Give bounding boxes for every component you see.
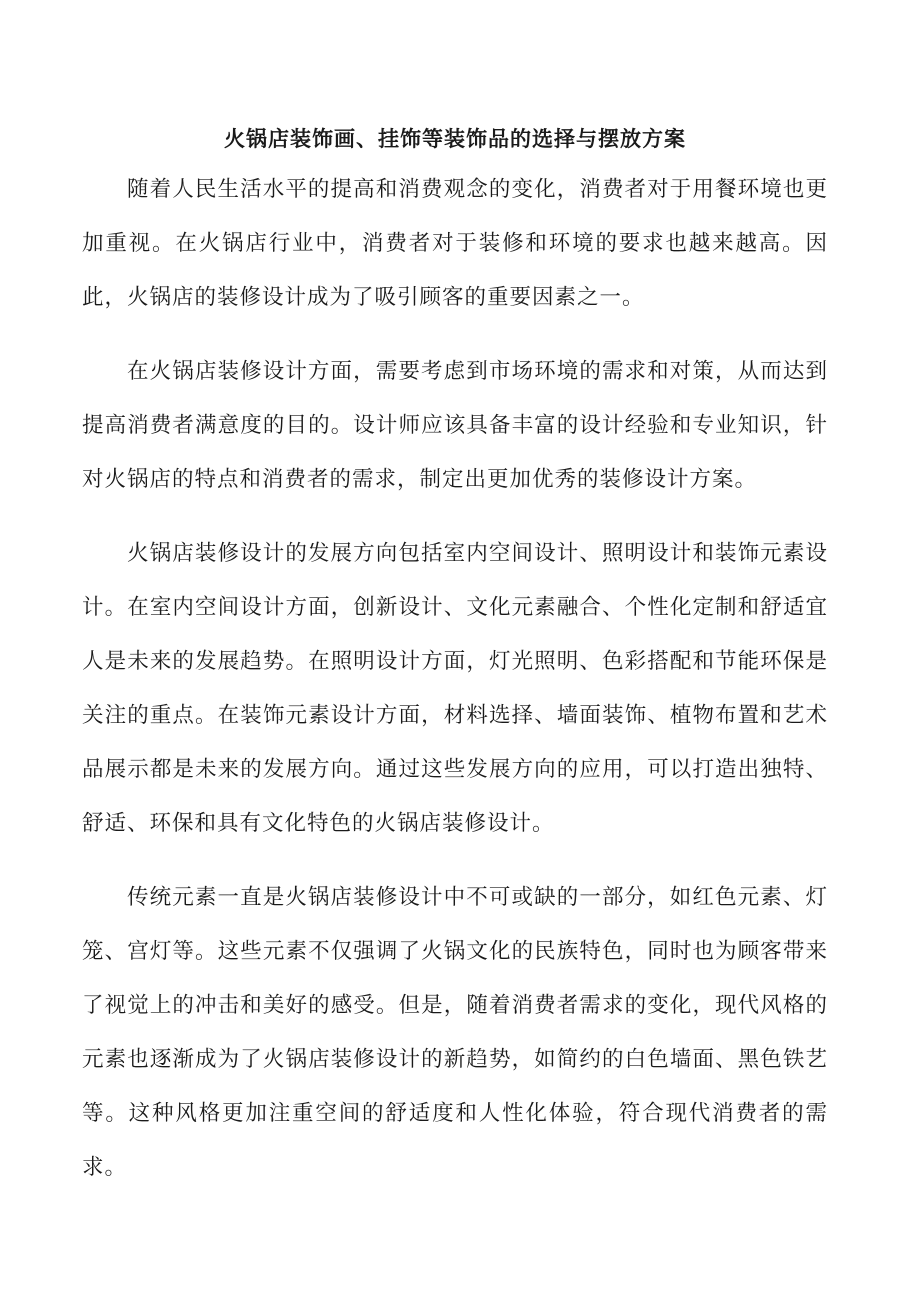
- paragraph-2: 在火锅店装修设计方面，需要考虑到市场环境的需求和对策，从而达到提高消费者满意度的目的。设计师应该具备丰富的设计经验和专业知识，针对火锅店的特点和消费者的需求，制定出更加优秀的装修设计方案。: [82, 359, 828, 492]
- document-title: 火锅店装饰画、挂饰等装饰品的选择与摆放方案: [224, 126, 686, 151]
- paragraph-4: 传统元素一直是火锅店装修设计中不可或缺的一部分，如红色元素、灯笼、宫灯等。这些元素不仅强调了火锅文化的民族特色，同时也为顾客带来了视觉上的冲击和美好的感受。但是，随着消费者需求的变化，现代风格的元素也逐渐成为了火锅店装修设计的新趋势，如简约的白色墙面、黑色铁艺等。这种风格更加注重空间的舒适度和人性化体验，符合现代消费者的需求。: [82, 885, 828, 1180]
- paragraph-3: 火锅店装修设计的发展方向包括室内空间设计、照明设计和装饰元素设计。在室内空间设计方面，创新设计、文化元素融合、个性化定制和舒适宜人是未来的发展趋势。在照明设计方面，灯光照明、色彩搭配和节能环保是关注的重点。在装饰元素设计方面，材料选择、墙面装饰、植物布置和艺术品展示都是未来的发展方向。通过这些发展方向的应用，可以打造出独特、舒适、环保和具有文化特色的火锅店装修设计。: [82, 541, 828, 836]
- paragraph-1: 随着人民生活水平的提高和消费观念的变化，消费者对于用餐环境也更加重视。在火锅店行业中，消费者对于装修和环境的要求也越来越高。因此，火锅店的装修设计成为了吸引顾客的重要因素之一。: [82, 177, 828, 310]
